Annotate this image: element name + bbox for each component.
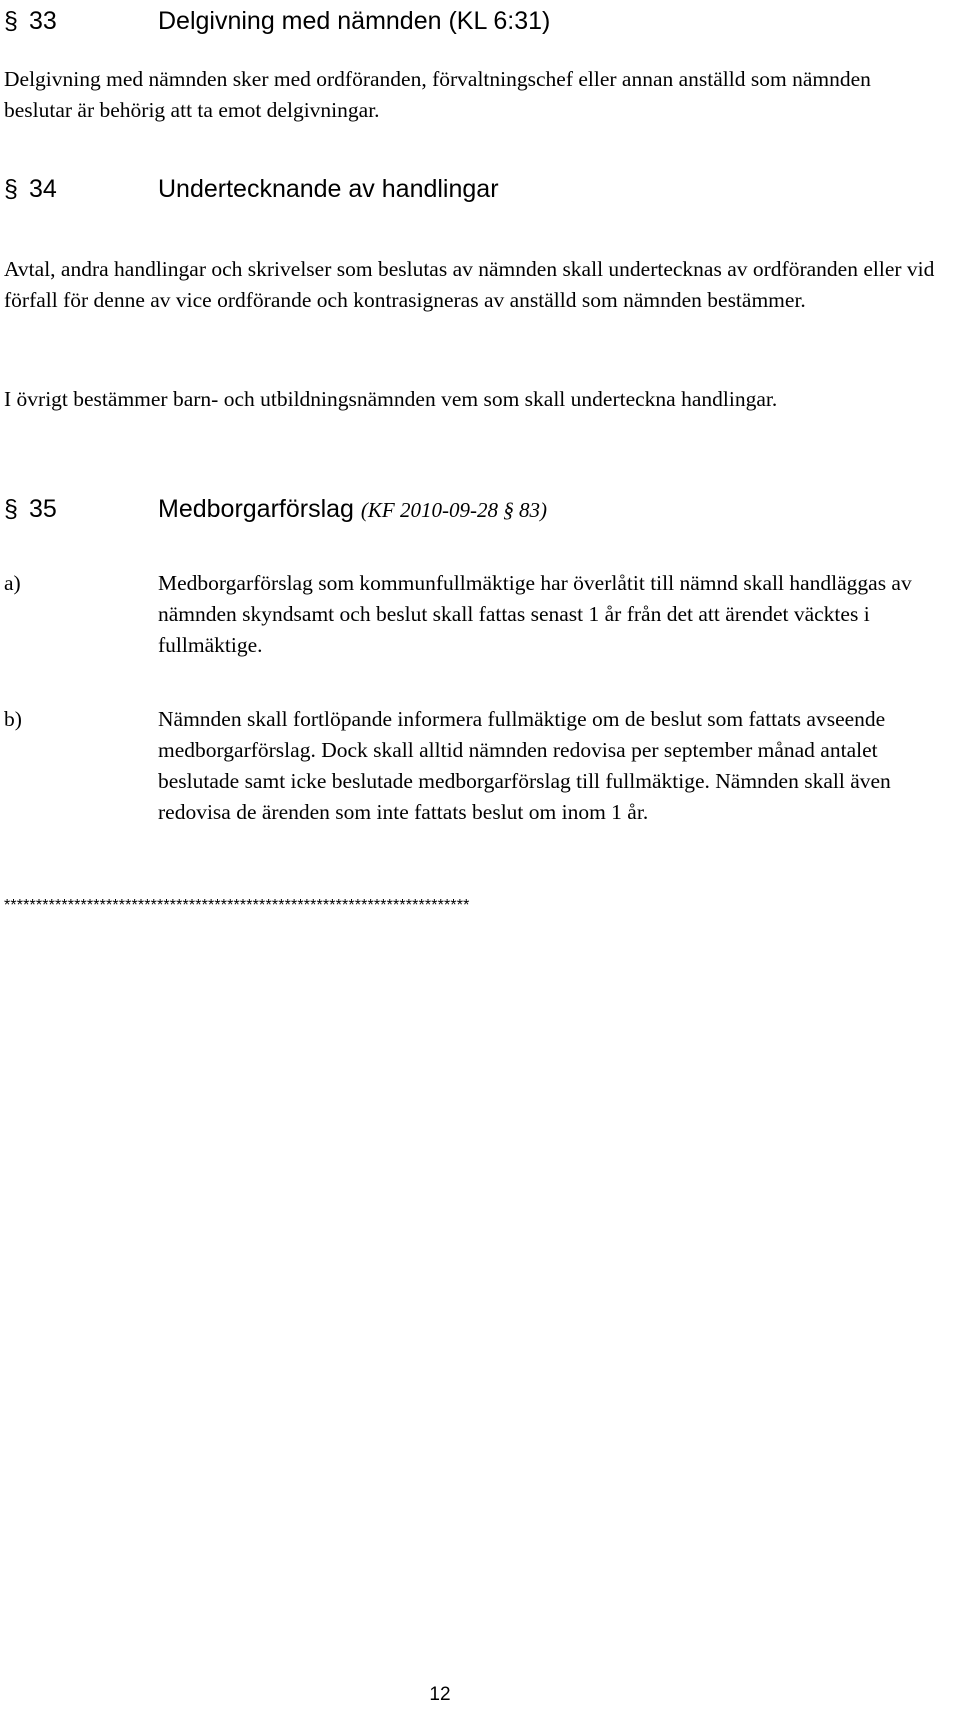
paragraph-sign: § [4,7,18,35]
section-number: 33 [29,7,57,35]
section-title: Undertecknande av handlingar [158,175,499,203]
legal-reference: (KF 2010-09-28 § 83) [360,498,547,522]
paragraph: Avtal, andra handlingar och skrivelser som beslutas av nämnden skall undertecknas av ordföranden eller vid förfall för denne av vice ordförande och kontrasigneras av anställd som nämnden bestämmer. [4,257,935,312]
paragraph: I övrigt bestämmer barn- och utbildningsnämnden vem som skall underteckna handlingar. [4,387,778,411]
section-35 [4,494,944,524]
section-33 [4,6,944,36]
list-item-text: Medborgarförslag som kommunfullmäktige har överlåtit till nämnd skall handläggas av nämnden skyndsamt och beslut skall fattas senast 1 år från det att ärendet väcktes i fullmäktige. [158,571,912,657]
section-number: 35 [29,495,57,523]
list-item-text: Nämnden skall fortlöpande informera fullmäktige om de beslut som fattats avseende medborgarförslag. Dock skall alltid nämnden redovisa per september månad antalet beslutade samt icke beslutade medborgarförslag till fullmäktige. Nämnden skall även redovisa de ärenden som inte fattats beslut om inom 1 år. [158,707,891,824]
page-number: 12 [429,1684,451,1705]
section-heading [4,6,944,36]
section-heading [4,174,944,204]
paragraph: Delgivning med nämnden sker med ordföranden, förvaltningschef eller annan anställd som nämnden beslutar är behörig att ta emot delgivningar. [4,67,871,122]
list-marker: b) [4,707,22,731]
section-title-text: Medborgarförslag [158,495,354,523]
section-34 [4,174,944,204]
section-title: Delgivning med nämnden (KL 6:31) [158,7,551,35]
paragraph-sign: § [4,495,18,523]
section-number: 34 [29,175,57,203]
separator-line: ************************************************************************* [4,897,470,914]
section-title [158,494,547,525]
paragraph-sign: § [4,175,18,203]
list-marker: a) [4,571,21,595]
section-heading [4,494,944,524]
